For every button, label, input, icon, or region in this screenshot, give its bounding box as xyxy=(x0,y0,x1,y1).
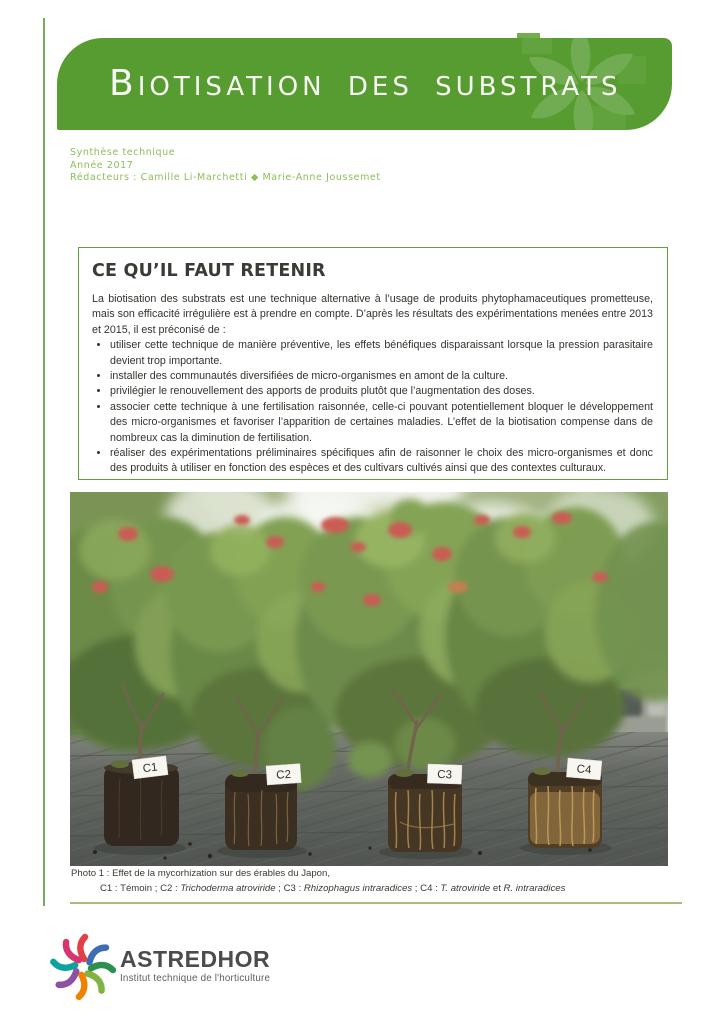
meta-line-type: Synthèse technique xyxy=(70,147,176,158)
svg-text:C2: C2 xyxy=(275,768,292,782)
photo-illustration xyxy=(70,492,668,866)
bullet-item: • associer cette technique à une fertilisation raisonnée, celle-ci pouvant potentiellement bloquer le développement des micro-organismes et favoriser l’apparition de certaines maladies. L’effet de la biotisation compense dans de nombreux cas la diminution de fertilisation. xyxy=(110,400,653,446)
meta-line-authors: Rédacteurs : Camille Li-Marchetti ◆ Marie-Anne Joussemet xyxy=(70,172,381,183)
page-title: BIOTISATION DES SUBSTRATS xyxy=(109,63,622,104)
svg-text:C1: C1 xyxy=(142,761,159,776)
key-points-intro: La biotisation des substrats est une technique alternative à l’usage de produits phytophamaceutiques prometteuse, mais son efficacité irrégulière est à prendre en compte. D’après les résultats des expérimentations menées entre 2013 et 2015, il est préconisé de : xyxy=(92,293,653,336)
org-tagline: Institut technique de l'horticulture xyxy=(120,973,271,984)
flower-watermark-icon xyxy=(494,38,654,130)
bullet-item: • réaliser des expérimentations préliminaires spécifiques afin de raisonner le choix des micro-organismes et donc des produits à utiliser en fonction des espèces et des cultivars cultivés ainsi que des contextes culturaux. xyxy=(110,446,653,477)
photo-erables-japon xyxy=(70,492,668,866)
org-name: ASTREDHOR xyxy=(120,946,271,972)
doc-meta xyxy=(70,147,381,185)
footer-divider xyxy=(70,902,682,904)
photo-caption xyxy=(71,867,651,896)
photo-haze xyxy=(70,492,668,866)
svg-text:C3: C3 xyxy=(437,768,453,782)
bullet-item: • privilégier le renouvellement des apports de produits plutôt que l’augmentation des doses. xyxy=(110,384,653,399)
bullet-item: • utiliser cette technique de manière préventive, les effets bénéfiques disparaissant lorsque la pression parasitaire devient trop importante. xyxy=(110,338,653,369)
key-points-heading: CE QU’IL FAUT RETENIR xyxy=(92,261,326,281)
left-margin-rule xyxy=(43,18,45,906)
key-points-box xyxy=(78,247,668,480)
astredhor-flower-icon xyxy=(50,930,116,1002)
caption-line-2: C1 : Témoin ; C2 : Trichoderma atroviride ; C3 : Rhizophagus intraradices ; C4 : T. atroviride et R. intraradices xyxy=(100,882,566,894)
caption-line-1: Photo 1 : Effet de la mycorhization sur des érables du Japon, xyxy=(71,868,331,879)
key-points-list xyxy=(92,338,653,477)
astredhor-logo xyxy=(50,930,270,1002)
meta-line-year: Année 2017 xyxy=(70,159,134,171)
svg-text:C4: C4 xyxy=(576,763,592,777)
bullet-item: • installer des communautés diversifiées de micro-organismes en amont de la culture. xyxy=(110,369,653,384)
title-banner xyxy=(57,38,672,130)
